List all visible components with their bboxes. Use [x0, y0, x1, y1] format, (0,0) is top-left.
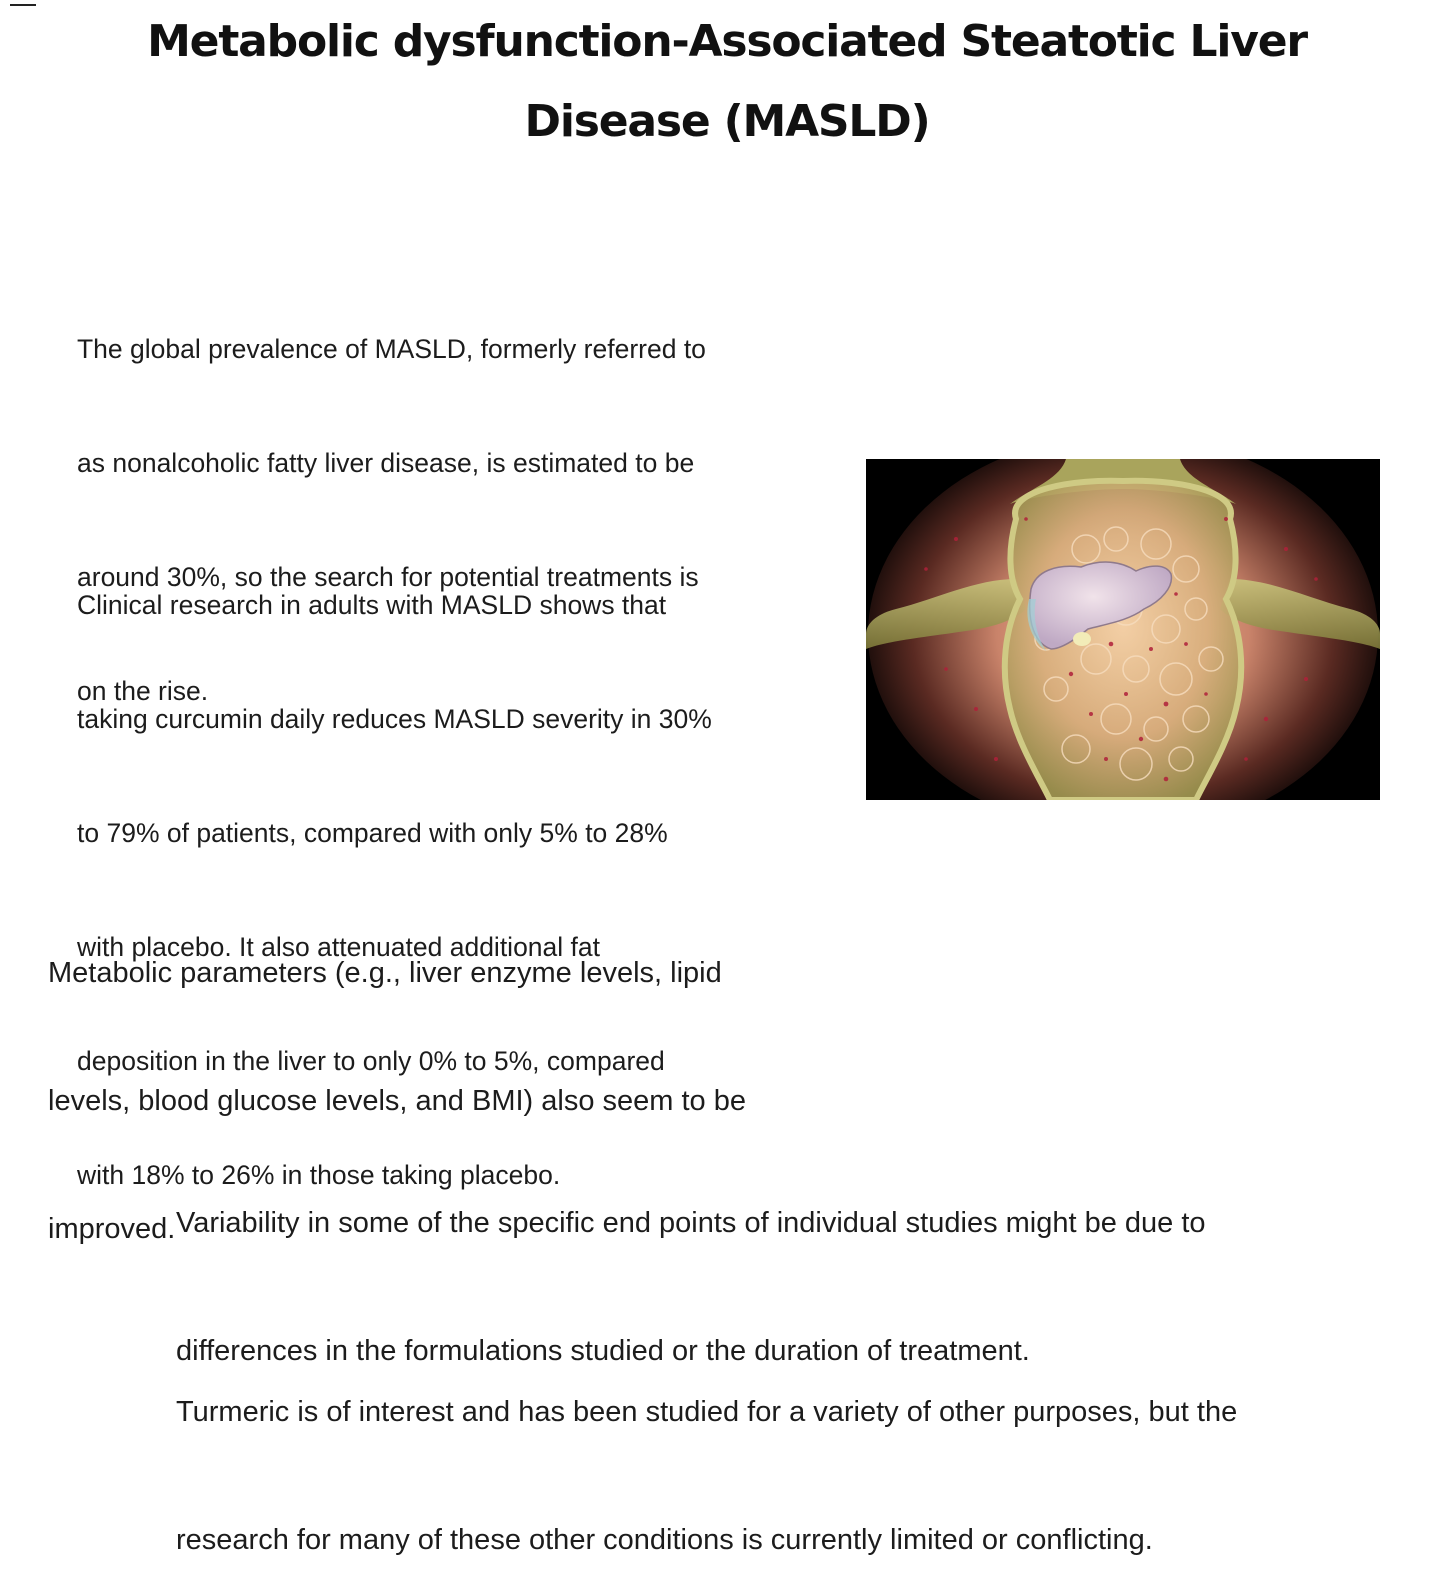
text-line: Variability in some of the specific end points of individual studies might be due to: [176, 1207, 1206, 1239]
text-line: Clinical research in adults with MASLD shows that: [77, 590, 667, 620]
paragraph-turmeric: [176, 1316, 1396, 1572]
title-line-1: Metabolic dysfunction-Associated Steatotic Liver: [147, 16, 1307, 67]
text-line: with 18% to 26% in those taking placebo.: [77, 1160, 561, 1190]
text-line: differences in the formulations studied or the duration of treatment.: [176, 1335, 1030, 1367]
text-line: with placebo. It also attenuated additional fat: [77, 932, 600, 962]
gallbladder: [1073, 632, 1091, 646]
text-line: as nonalcoholic fatty liver disease, is estimated to be: [77, 448, 695, 478]
text-line: Turmeric is of interest and has been studied for a variety of other purposes, but the: [176, 1396, 1238, 1428]
text-line: to 79% of patients, compared with only 5% to 28%: [77, 818, 668, 848]
text-line: The global prevalence of MASLD, formerly referred to: [77, 334, 706, 364]
text-line: on the rise.: [77, 676, 209, 706]
text-line: taking curcumin daily reduces MASLD severity in 30%: [77, 704, 712, 734]
fatty-liver-illustration: [866, 459, 1380, 800]
text-line: improved.: [48, 1213, 176, 1245]
title-line-2: Disease (MASLD): [524, 96, 930, 147]
text-line: deposition in the liver to only 0% to 5%, compared: [77, 1046, 665, 1076]
text-line: Metabolic parameters (e.g., liver enzyme levels, lipid: [48, 957, 722, 989]
page-title: [0, 2, 1454, 162]
text-line: levels, blood glucose levels, and BMI) also seem to be: [48, 1085, 746, 1117]
obese-body-liver-image: [866, 459, 1380, 800]
text-line: around 30%, so the search for potential treatments is: [77, 562, 699, 592]
text-line: research for many of these other conditions is currently limited or conflicting.: [176, 1524, 1153, 1556]
